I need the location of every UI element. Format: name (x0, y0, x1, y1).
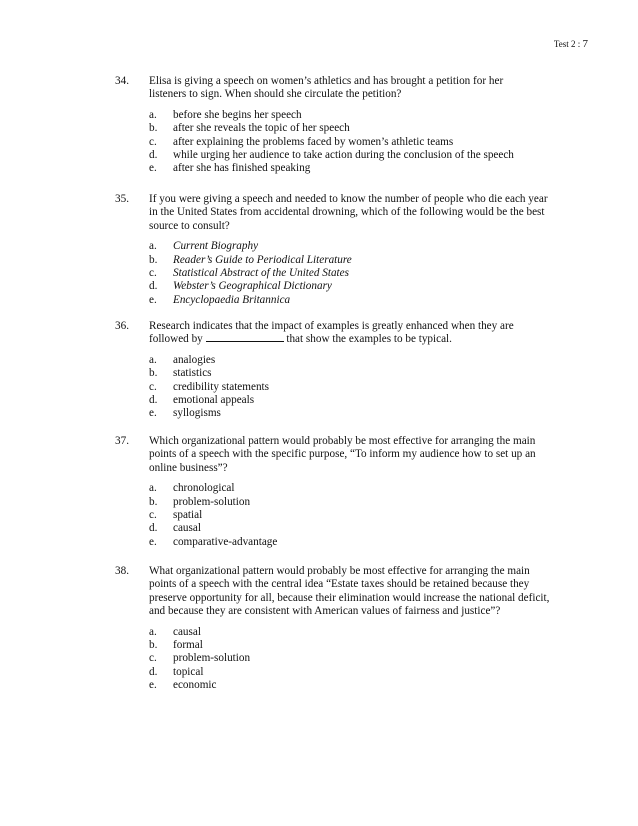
option-d (149, 394, 565, 407)
option-e (149, 679, 565, 692)
option-b (149, 122, 565, 135)
option-letter: b. (149, 367, 158, 380)
option-text: emotional appeals (173, 393, 255, 406)
option-text: while urging her audience to take action during the conclusion of the speech (173, 148, 514, 161)
page-header (554, 38, 588, 50)
question-38 (115, 565, 565, 693)
option-a (149, 109, 565, 122)
option-letter: e. (149, 162, 157, 175)
option-letter: c. (149, 509, 157, 521)
option-text: comparative-advantage (173, 535, 278, 548)
option-text: problem-solution (173, 495, 251, 508)
question-stem (149, 75, 565, 102)
stem-text: followed by (149, 333, 203, 346)
option-text: Encyclopaedia Britannica (173, 293, 291, 306)
question-35 (115, 193, 565, 307)
stem-line: and because they are consistent with American values of fairness and justice”? (149, 605, 501, 618)
option-e (149, 294, 565, 307)
option-text: Statistical Abstract of the United States (173, 267, 349, 279)
option-a (149, 482, 565, 495)
option-d (149, 149, 565, 162)
stem-line: preserve opportunity for all, because their elimination would increase the national deficit, (149, 591, 550, 604)
option-text: causal (173, 522, 201, 535)
question-number: 35. (115, 193, 129, 205)
stem-line: points of a speech with the specific purpose, “To inform my audience how to set up an (149, 448, 536, 461)
page-number: 7 (582, 38, 588, 50)
answer-options (149, 482, 565, 549)
answer-options (149, 626, 565, 693)
question-34 (115, 75, 565, 176)
question-37 (115, 435, 565, 549)
stem-line: online business”? (149, 461, 228, 474)
answer-options (149, 109, 565, 176)
option-d (149, 280, 565, 293)
answer-options (149, 240, 565, 307)
option-text: credibility statements (173, 380, 270, 393)
option-text: economic (173, 679, 217, 692)
option-letter: d. (149, 148, 158, 161)
stem-line (149, 333, 565, 346)
option-letter: b. (149, 253, 158, 266)
option-letter: e. (149, 679, 157, 692)
question-stem (149, 435, 565, 475)
option-letter: d. (149, 665, 158, 678)
option-letter: a. (149, 353, 157, 366)
option-c (149, 509, 565, 522)
option-text: chronological (173, 482, 235, 495)
option-letter: c. (149, 380, 157, 393)
option-text: formal (173, 639, 203, 652)
stem-line: points of a speech with the central idea “Estate taxes should be retained because they (149, 578, 530, 591)
option-c (149, 381, 565, 394)
option-text: statistics (173, 367, 212, 380)
option-text: Webster’s Geographical Dictionary (173, 280, 332, 293)
option-c (149, 652, 565, 665)
stem-line: Elisa is giving a speech on women’s athletics and has brought a petition for her (149, 75, 504, 87)
option-text: after explaining the problems faced by women’s athletic teams (173, 135, 454, 148)
option-letter: c. (149, 135, 157, 148)
option-letter: a. (149, 625, 157, 638)
question-number: 38. (115, 565, 129, 577)
option-a (149, 240, 565, 253)
option-text: problem-solution (173, 652, 251, 665)
option-b (149, 639, 565, 652)
option-a (149, 354, 565, 367)
stem-line: in the United States from accidental drowning, which of the following would be the best (149, 206, 545, 219)
stem-line: listeners to sign. When should she circulate the petition? (149, 88, 402, 101)
stem-line: Research indicates that the impact of examples is greatly enhanced when they are (149, 320, 514, 332)
option-b (149, 254, 565, 267)
option-letter: e. (149, 407, 157, 420)
option-letter: e. (149, 293, 157, 306)
option-text: spatial (173, 509, 203, 521)
option-text: after she has finished speaking (173, 162, 311, 175)
question-number: 37. (115, 435, 129, 447)
question-number: 34. (115, 75, 129, 87)
option-text: after she reveals the topic of her speech (173, 122, 350, 135)
option-letter: b. (149, 639, 158, 652)
answer-options (149, 354, 565, 421)
option-c (149, 267, 565, 280)
option-letter: b. (149, 122, 158, 135)
option-letter: c. (149, 267, 157, 279)
option-letter: d. (149, 522, 158, 535)
option-text: Current Biography (173, 240, 259, 253)
question-number: 36. (115, 320, 129, 332)
stem-line: source to consult? (149, 219, 230, 232)
option-c (149, 136, 565, 149)
option-d (149, 666, 565, 679)
option-letter: a. (149, 482, 157, 495)
option-letter: c. (149, 652, 157, 665)
question-stem (149, 193, 565, 233)
test-label: Test 2 : (553, 39, 581, 49)
option-text: syllogisms (173, 407, 221, 420)
option-text: Reader’s Guide to Periodical Literature (173, 253, 352, 266)
option-e (149, 407, 565, 420)
stem-line: If you were giving a speech and needed to know the number of people who die each year (149, 193, 548, 205)
stem-text: that show the examples to be typical. (286, 333, 452, 346)
option-letter: d. (149, 393, 158, 406)
option-letter: a. (149, 108, 157, 121)
option-letter: d. (149, 280, 158, 293)
question-36 (115, 320, 565, 421)
fill-in-blank (206, 333, 284, 342)
option-text: analogies (173, 353, 216, 366)
question-stem (149, 320, 565, 347)
option-d (149, 522, 565, 535)
stem-line: What organizational pattern would probably be most effective for arranging the main (149, 565, 530, 577)
option-e (149, 162, 565, 175)
stem-line: Which organizational pattern would probably be most effective for arranging the main (149, 435, 536, 447)
option-e (149, 536, 565, 549)
option-text: topical (173, 665, 204, 678)
option-letter: a. (149, 240, 157, 253)
option-b (149, 367, 565, 380)
option-text: causal (173, 625, 201, 638)
option-b (149, 496, 565, 509)
question-stem (149, 565, 565, 619)
option-text: before she begins her speech (173, 108, 302, 121)
option-letter: b. (149, 495, 158, 508)
option-letter: e. (149, 535, 157, 548)
option-a (149, 626, 565, 639)
